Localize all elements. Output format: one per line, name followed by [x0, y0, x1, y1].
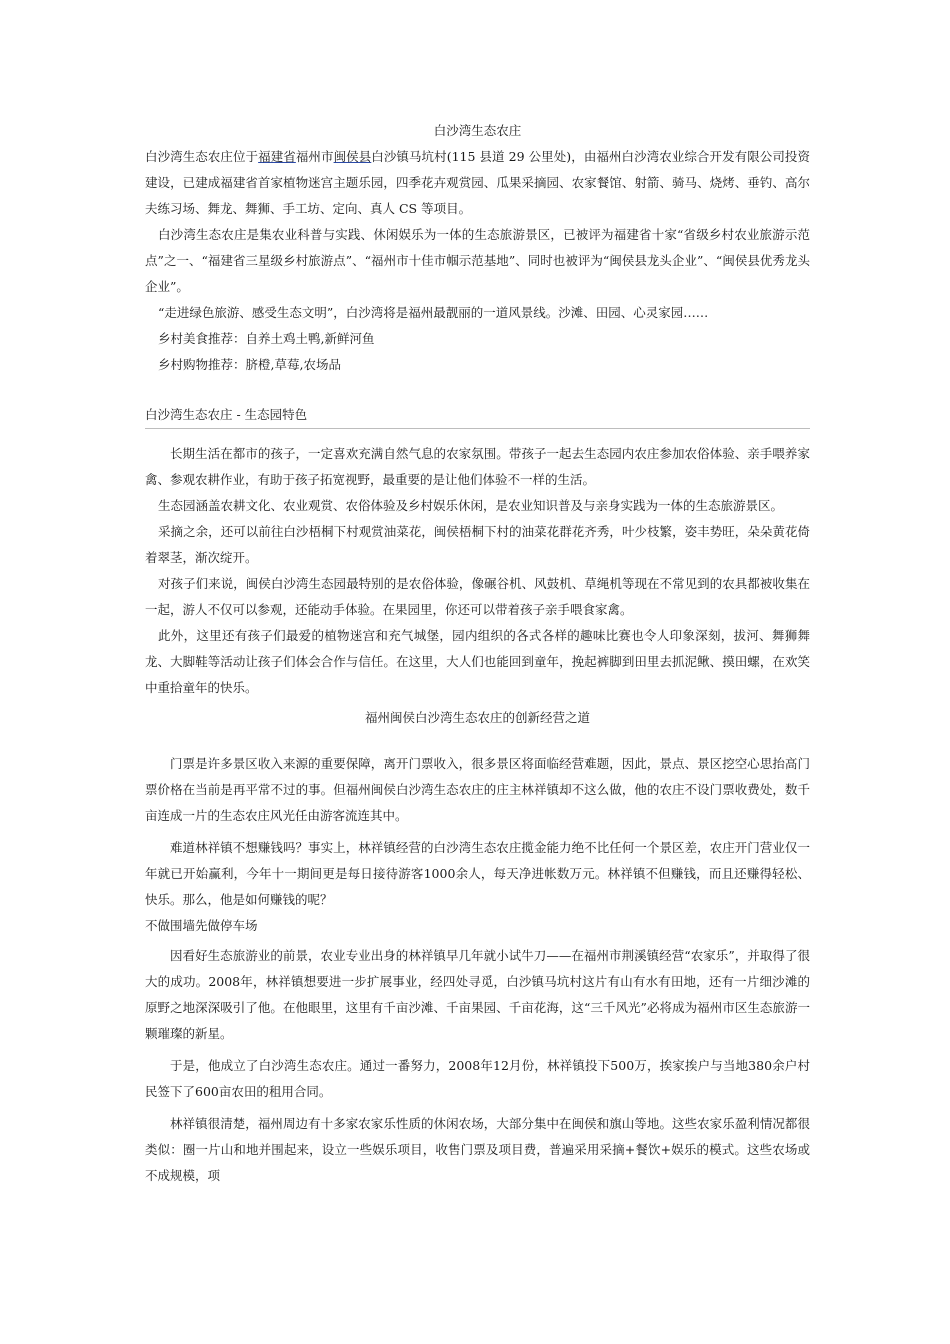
food-recommendation: 乡村美食推荐：自养土鸡土鸭,新鲜河鱼: [158, 331, 375, 346]
intro-paragraph-2: 白沙湾生态农庄是集农业科普与实践、休闲娱乐为一体的生态旅游景区，已被评为福建省十家“省级乡村农业旅游示范点”之一、“福建省三星级乡村旅游点”、“福州市十佳市帼示范基地”、同时也被评为“闽侯县龙头企业”、“闽侯县优秀龙头企业”。: [145, 227, 810, 294]
features-paragraph-3: 采摘之余，还可以前往白沙梧桐下村观赏油菜花，闽侯梧桐下村的油菜花群花齐秀，叶少枝繁，姿丰势旺，朵朵黄花倚着翠茎，渐次绽开。: [145, 524, 810, 565]
intro-text-b: 福州市: [295, 149, 334, 164]
business-paragraph-2: 难道林祥镇不想赚钱吗？事实上，林祥镇经营的白沙湾生态农庄揽金能力绝不比任何一个景区差，农庄开门营业仅一年就已开始赢利，今年十一期间更是每日接待游客1000余人，每天净进帐数万元。林祥镇不但赚钱，而且还赚得轻松、快乐。那么，他是如何赚钱的呢？: [145, 840, 810, 907]
document-body: [145, 118, 810, 1189]
shopping-recommendation: 乡村购物推荐：脐橙,草莓,农场品: [158, 357, 341, 372]
section-heading-business: 福州闽侯白沙湾生态农庄的创新经营之道: [364, 710, 590, 725]
features-paragraph-1: 长期生活在都市的孩子，一定喜欢充满自然气息的农家氛围。带孩子一起去生态园内农庄参加农俗体验、亲手喂养家禽、参观农耕作业，有助于孩子拓宽视野，最重要的是让他们体验不一样的生活。: [145, 446, 810, 487]
section-heading-features: 白沙湾生态农庄 - 生态园特色: [145, 403, 810, 429]
intro-text-a: 白沙湾生态农庄位于: [145, 149, 259, 164]
intro-text-c: 白沙镇马坑村(115 县道 29 公里处)，由福州白沙湾农业综合开发有限公司投资建设，已建成福建省首家植物迷宫主题乐园，四季花卉观赏园、瓜果采摘园、农家餐馆、射箭、骑马、烧烤、垂钓、高尔夫练习场、舞龙、舞狮、手工坊、定向、真人 CS 等项目。: [145, 149, 810, 216]
features-paragraph-5: 此外，这里还有孩子们最爱的植物迷宫和充气城堡，园内组织的各式各样的趣味比赛也令人印象深刻，拔河、舞狮舞龙、大脚鞋等活动让孩子们体会合作与信任。在这里，大人们也能回到童年，挽起裤脚到田里去抓泥鳅、摸田螺，在欢笑中重拾童年的快乐。: [145, 628, 810, 695]
intro-paragraph-1: [145, 144, 810, 222]
business-paragraph-3: 因看好生态旅游业的前景，农业专业出身的林祥镇早几年就小试牛刀——在福州市荆溪镇经营“农家乐”，并取得了很大的成功。2008年，林祥镇想要进一步扩展事业，经四处寻觅，白沙镇马坑村这片有山有水有田地，还有一片细沙滩的原野之地深深吸引了他。在他眼里，这里有千亩沙滩、千亩果园、千亩花海，这“三千风光”必将成为福州市区生态旅游一颗璀璨的新星。: [145, 948, 810, 1041]
intro-paragraph-3: “走进绿色旅游、感受生态文明”，白沙湾将是福州最靓丽的一道风景线。沙滩、田园、心灵家园……: [158, 305, 709, 320]
features-paragraph-2: 生态园涵盖农耕文化、农业观赏、农俗体验及乡村娱乐休闲，是农业知识普及与亲身实践为一体的生态旅游景区。: [158, 498, 784, 513]
link-fujian[interactable]: 福建省: [258, 149, 296, 164]
business-paragraph-1: 门票是许多景区收入来源的重要保障，离开门票收入，很多景区将面临经营难题，因此，景点、景区挖空心思抬高门票价格在当前是再平常不过的事。但福州闽侯白沙湾生态农庄的庄主林祥镇却不这么做，他的农庄不设门票收费处，数千亩连成一片的生态农庄风光任由游客流连其中。: [145, 756, 810, 823]
business-paragraph-4: 于是，他成立了白沙湾生态农庄。通过一番努力，2008年12月份，林祥镇投下500万，挨家挨户与当地380余户村民签下了600亩农田的租用合同。: [145, 1058, 810, 1099]
document-title: 白沙湾生态农庄: [433, 123, 522, 138]
link-minhou[interactable]: 闽侯县: [333, 149, 372, 164]
features-paragraph-4: 对孩子们来说，闽侯白沙湾生态园最特别的是农俗体验，像碾谷机、风鼓机、草绳机等现在不常见到的农具都被收集在一起，游人不仅可以参观，还能动手体验。在果园里，你还可以带着孩子亲手喂食家禽。: [145, 576, 810, 617]
business-paragraph-5: 林祥镇很清楚，福州周边有十多家农家乐性质的休闲农场，大部分集中在闽侯和旗山等地。这些农家乐盈利情况都很类似：圈一片山和地并围起来，设立一些娱乐项目，收售门票及项目费，普遍采用采摘+餐饮+娱乐的模式。这些农场或不成规模，项: [145, 1116, 810, 1183]
business-subheading: 不做围墙先做停车场: [145, 918, 258, 933]
